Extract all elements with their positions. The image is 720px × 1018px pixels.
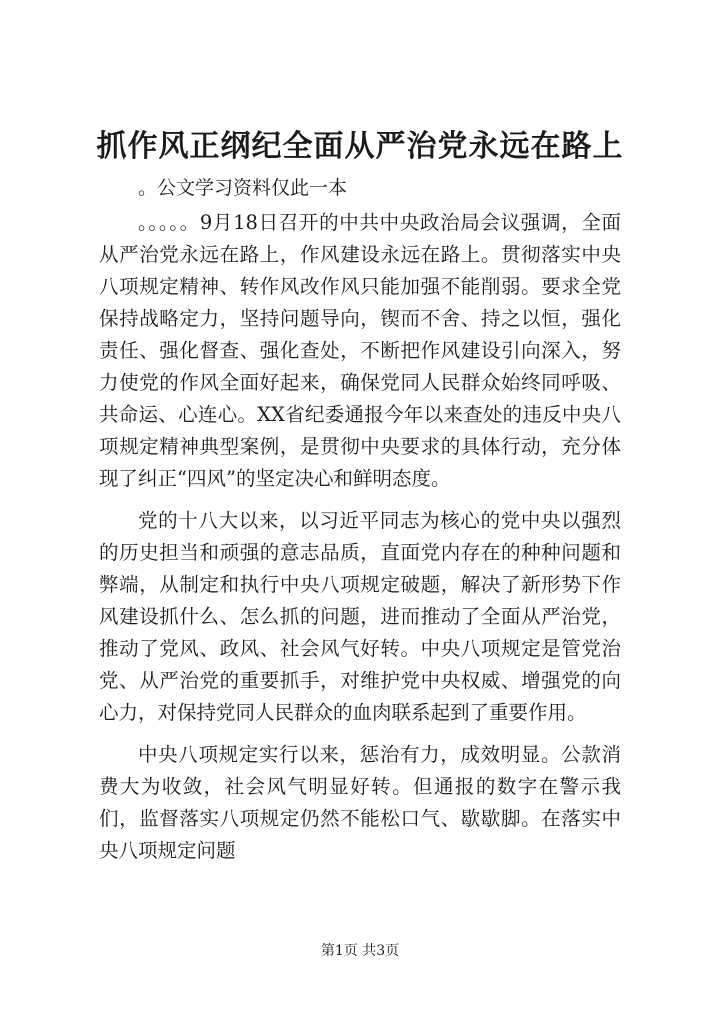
page-footer: 第1页 共3页	[320, 943, 400, 959]
paragraph: 中央八项规定实行以来，惩治有力，成效明显。公款消费大为收敛，社会风气明显好转。但通报的数字在警示我们，监督落实八项规定仍然不能松口气、歇歇脚。在落实中央八项规定问题	[99, 743, 621, 862]
document-subtitle: 。公文学习资料仅此一本	[138, 177, 348, 199]
document-body	[99, 207, 621, 877]
paragraph: 。。。。。9月18日召开的中共中央政治局会议强调，全面从严治党永远在路上，作风建设永远在路上。贯彻落实中央八项规定精神、转作风改作风只能加强不能削弱。要求全党保持战略定力，坚持问题导向，锲而不舍、持之以恒，强化责任、强化督查、强化查处，不断把作风建设引向深入，努力使党的作风全面好起来，确保党同人民群众始终同呼吸、共命运、心连心。XX省纪委通报今年以来查处的违反中央八项规定精神典型案例，是贯彻中央要求的具体行动，充分体现了纠正“四风”的坚定决心和鲜明态度。	[99, 211, 621, 490]
document-title: 抓作风正纲纪全面从严治党永远在路上	[96, 129, 624, 164]
paragraph: 党的十八大以来，以习近平同志为核心的党中央以强烈的历史担当和顽强的意志品质，直面党内存在的种种问题和弊端，从制定和执行中央八项规定破题，解决了新形势下作风建设抓什么、怎么抓的问题，进而推动了全面从严治党，推动了党风、政风、社会风气好转。中央八项规定是管党治党、从严治党的重要抓手，对维护党中央权威、增强党的向心力，对保持党同人民群众的血肉联系起到了重要作用。	[99, 509, 621, 724]
